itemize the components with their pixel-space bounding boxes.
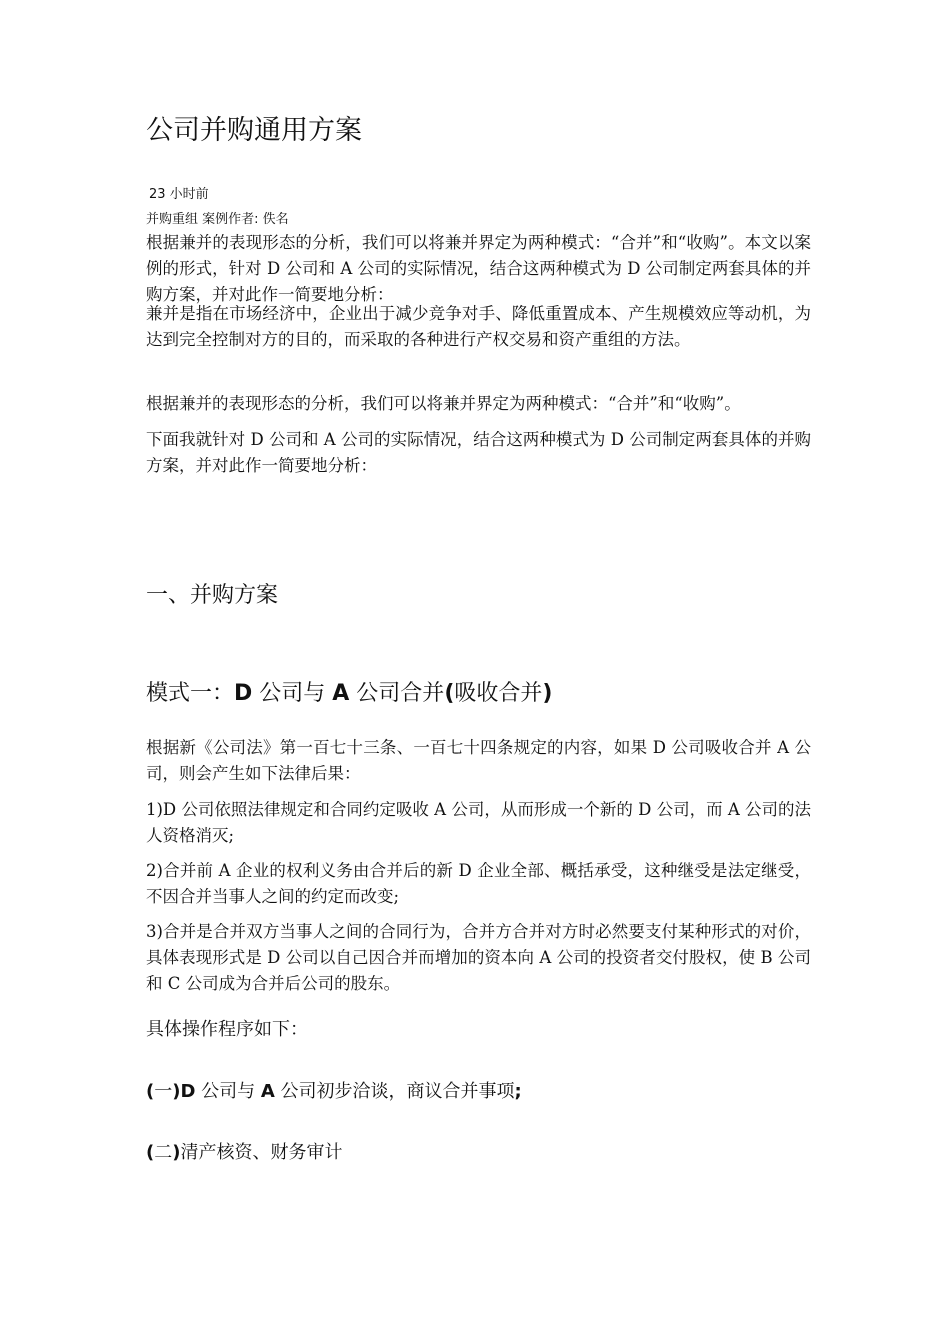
mode1-heading-close: ) bbox=[542, 681, 553, 706]
intro-paragraph-3: 根据兼并的表现形态的分析，我们可以将兼并界定为两种模式：“合并”和“收购”。 bbox=[146, 394, 741, 413]
step-2-close: ) bbox=[172, 1142, 181, 1163]
step-1-open: ( bbox=[146, 1081, 155, 1102]
step-1-d: D bbox=[180, 1081, 196, 1102]
mode1-heading-d: D bbox=[234, 681, 253, 706]
intro-paragraph-2: 兼并是指在市场经济中，企业出于减少竞争对手、降低重置成本、产生规模效应等动机，为达到完全控制对方的目的，而采取的各种进行产权交易和资产重组的方法。 bbox=[146, 304, 811, 349]
step-1-a: A bbox=[260, 1081, 275, 1102]
step-1-rest: 公司初步洽谈，商议合并事项 bbox=[274, 1081, 515, 1102]
step-2-open: ( bbox=[146, 1142, 155, 1163]
step-1-close: ) bbox=[172, 1081, 181, 1102]
consequence-2: 2)合并前 A 企业的权利义务由合并后的新 D 企业全部、概括承受，这种继受是法定继受，不因合并当事人之间的约定而改变; bbox=[146, 861, 811, 906]
mode1-heading-a: A bbox=[332, 681, 350, 706]
step-1-mid: 公司与 bbox=[195, 1081, 261, 1102]
mode1-heading-prefix: 模式一： bbox=[146, 681, 235, 706]
step-1-number: 一 bbox=[154, 1081, 173, 1102]
tags-author-line: 并购重组 案例作者: 佚名 bbox=[146, 212, 289, 227]
consequence-3: 3)合并是合并双方当事人之间的合同行为，合并方合并对方时必然要支付某种形式的对价，具体表现形式是 D 公司以自己因合并而增加的资本向 A 公司的投资者交付股权，使 B 公司和 C 公司成为合并后公司的股东。 bbox=[146, 922, 811, 993]
consequence-1: 1)D 公司依照法律规定和合同约定吸收 A 公司，从而形成一个新的 D 公司，而 A 公司的法人资格消灭; bbox=[146, 800, 811, 845]
mode1-heading bbox=[146, 678, 811, 710]
step-1-end: ; bbox=[514, 1081, 522, 1102]
step-1 bbox=[146, 1078, 811, 1106]
mode1-heading-inner: 吸收合并 bbox=[454, 681, 543, 706]
step-2-number: 二 bbox=[154, 1142, 173, 1163]
intro-paragraph-4: 下面我就针对 D 公司和 A 公司的实际情况，结合这两种模式为 D 公司制定两套具体的并购方案，并对此作一简要地分析： bbox=[146, 430, 811, 475]
post-time: 23 小时前 bbox=[149, 187, 209, 202]
step-2-rest: 清产核资、财务审计 bbox=[180, 1142, 343, 1163]
intro-paragraph-1: 根据兼并的表现形态的分析，我们可以将兼并界定为两种模式：“合并”和“收购”。本文以案例的形式，针对 D 公司和 A 公司的实际情况，结合这两种模式为 D 公司制定两套具体的并购方案，并对此作一简要地分析： bbox=[146, 233, 811, 304]
mode1-heading-mid1: 公司与 bbox=[252, 681, 333, 706]
step-2 bbox=[146, 1139, 811, 1167]
article-title: 公司并购通用方案 bbox=[146, 115, 362, 146]
mode1-paragraph: 根据新《公司法》第一百七十三条、一百七十四条规定的内容，如果 D 公司吸收合并 A 公司，则会产生如下法律后果： bbox=[146, 738, 811, 783]
mode1-heading-open: ( bbox=[444, 681, 455, 706]
section-heading-plan: 一、并购方案 bbox=[146, 583, 279, 608]
procedure-intro: 具体操作程序如下： bbox=[146, 1019, 308, 1040]
mode1-heading-mid2: 公司合并 bbox=[349, 681, 445, 706]
